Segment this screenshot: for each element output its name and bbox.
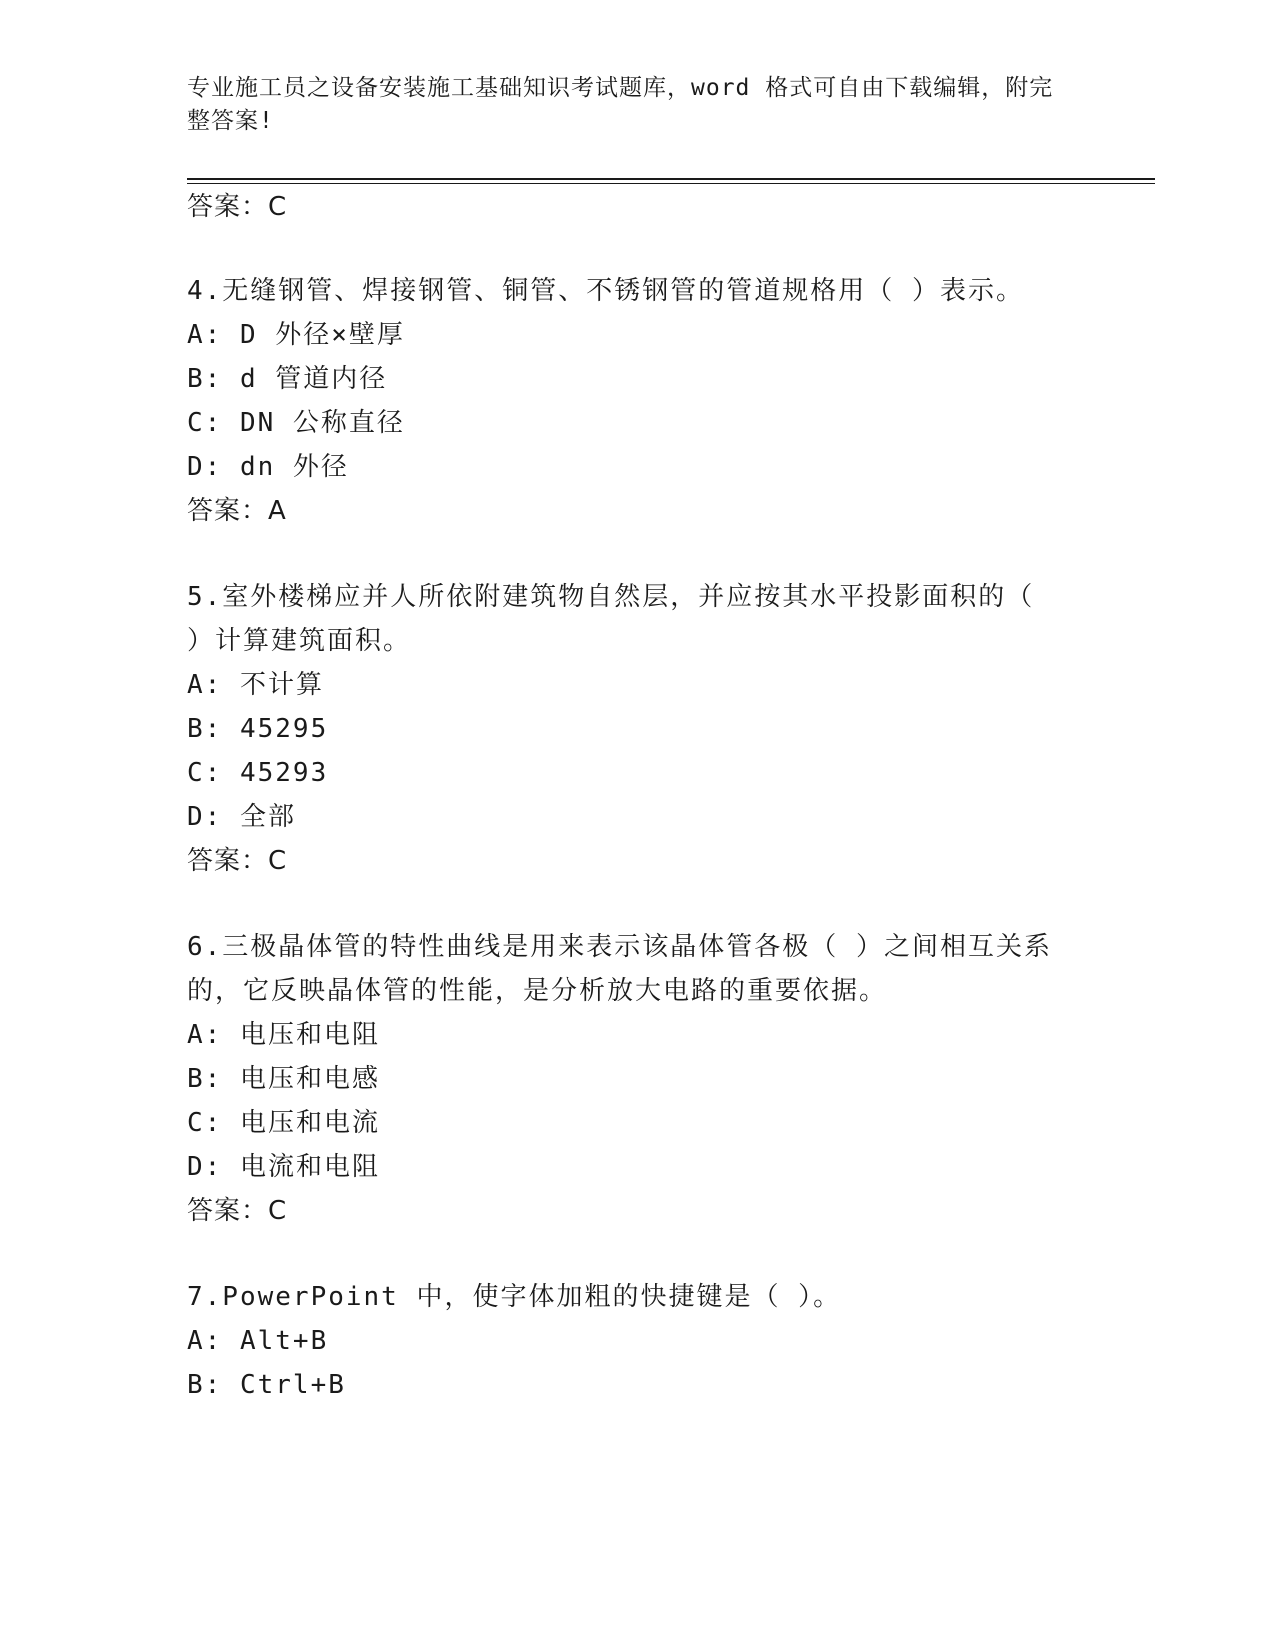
option-b: B: 电压和电感 (187, 1064, 380, 1094)
option-d: D: dn 外径 (187, 452, 349, 482)
question-stem-cont: 的，它反映晶体管的性能，是分析放大电路的重要依据。 (187, 976, 888, 1006)
option-a: A: 不计算 (187, 670, 324, 700)
answer-prev: 答案：C (187, 192, 288, 222)
question-stem: 5.室外楼梯应并人所依附建筑物自然层，并应按其水平投影面积的（ (187, 582, 1035, 612)
question-stem: 4.无缝钢管、焊接钢管、铜管、不锈钢管的管道规格用（ ）表示。 (187, 276, 1024, 306)
header-line-2: 整答案! (187, 108, 274, 134)
option-b: B: 45295 (187, 714, 329, 744)
answer: 答案：A (187, 496, 287, 526)
question-stem: 6.三极晶体管的特性曲线是用来表示该晶体管各极（ ）之间相互关系 (187, 932, 1052, 962)
answer: 答案：C (187, 846, 288, 876)
option-d: D: 全部 (187, 802, 296, 832)
option-c: C: 45293 (187, 758, 329, 788)
option-b: B: Ctrl+B (187, 1370, 346, 1400)
answer: 答案：C (187, 1196, 288, 1226)
question-stem-cont: ）计算建筑面积。 (187, 626, 412, 656)
option-d: D: 电流和电阻 (187, 1152, 380, 1182)
option-a: A: 电压和电阻 (187, 1020, 380, 1050)
option-a: A: Alt+B (187, 1326, 329, 1356)
question-stem: 7.PowerPoint 中，使字体加粗的快捷键是（ ）。 (187, 1282, 842, 1312)
option-c: C: 电压和电流 (187, 1108, 380, 1138)
header-divider-thin (187, 183, 1155, 184)
header-divider-thick (187, 178, 1155, 180)
header-line-1: 专业施工员之设备安装施工基础知识考试题库，word 格式可自由下载编辑，附完 (187, 75, 1054, 101)
option-b: B: d 管道内径 (187, 364, 388, 394)
page-header (187, 72, 1067, 138)
option-a: A: D 外径×壁厚 (187, 320, 405, 350)
option-c: C: DN 公称直径 (187, 408, 405, 438)
